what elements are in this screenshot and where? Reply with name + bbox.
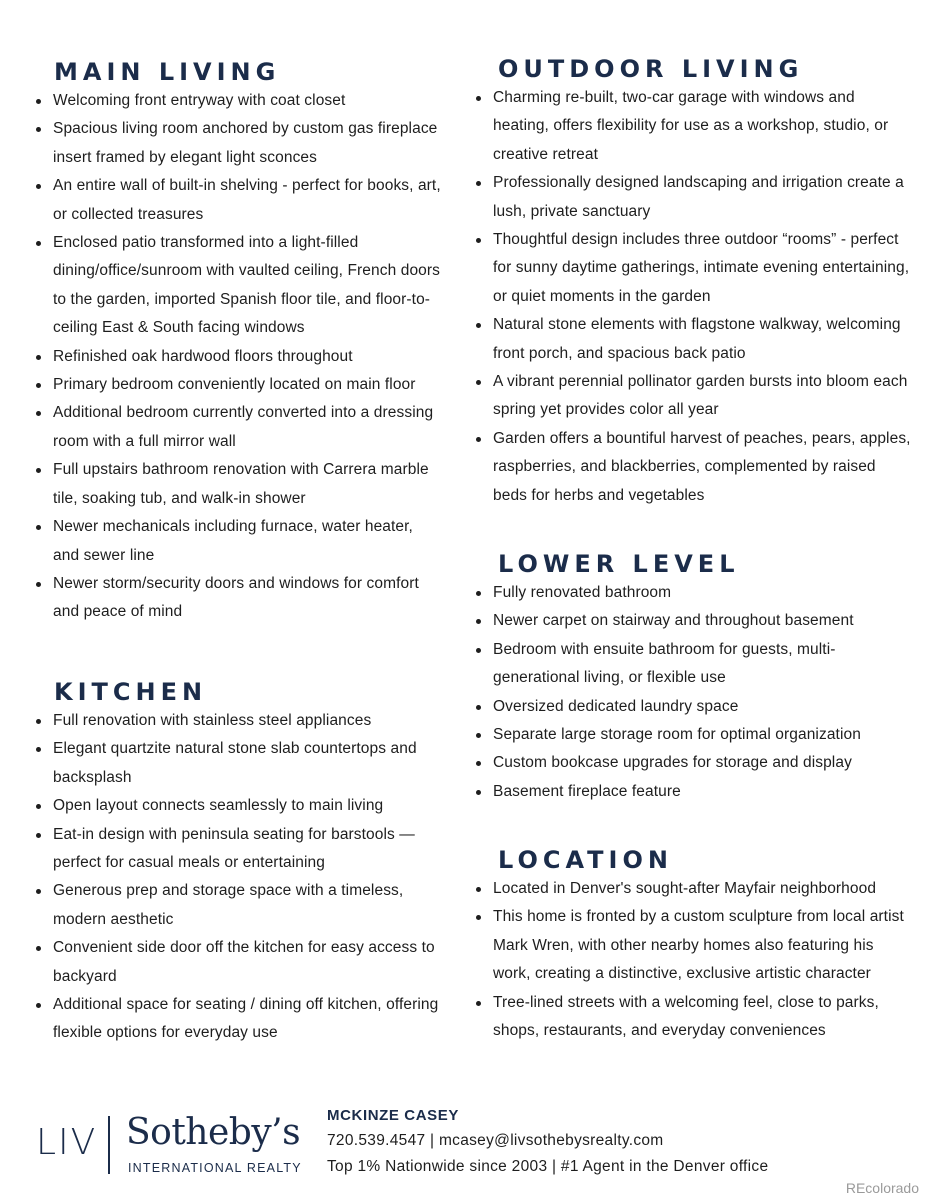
- list-item: Newer storm/security doors and windows for comfort and peace of mind: [53, 570, 442, 627]
- section-title-location: LOCATION: [498, 846, 673, 874]
- list-item: Fully renovated bathroom: [493, 579, 912, 607]
- list-item: Additional space for seating / dining off kitchen, offering flexible options for everyday use: [53, 991, 442, 1048]
- main-living-list: [32, 87, 442, 627]
- list-item: Tree-lined streets with a welcoming feel, close to parks, shops, restaurants, and everyday conveniences: [493, 989, 912, 1046]
- section-kitchen: [32, 677, 442, 1048]
- list-item: Generous prep and storage space with a timeless, modern aesthetic: [53, 877, 442, 934]
- list-item: Garden offers a bountiful harvest of peaches, pears, apples, raspberries, and blackberries, complemented by raised beds for herbs and vegetables: [493, 425, 912, 510]
- list-item: Custom bookcase upgrades for storage and display: [493, 749, 912, 777]
- list-item: Separate large storage room for optimal organization: [493, 721, 912, 749]
- section-lower-level: [472, 549, 912, 806]
- logo-divider: [108, 1116, 110, 1174]
- list-item: Welcoming front entryway with coat closet: [53, 87, 442, 115]
- list-item: Open layout connects seamlessly to main living: [53, 792, 442, 820]
- list-item: Located in Denver's sought-after Mayfair neighborhood: [493, 875, 912, 903]
- list-item: Newer mechanicals including furnace, water heater, and sewer line: [53, 513, 442, 570]
- list-item: Oversized dedicated laundry space: [493, 693, 912, 721]
- watermark: REcolorado: [845, 1180, 919, 1196]
- lower-level-list: [472, 579, 912, 806]
- agent-name: MCKINZE CASEY: [327, 1107, 459, 1124]
- logo-sothebys: Sotheby’s: [126, 1112, 301, 1153]
- list-item: Basement fireplace feature: [493, 778, 912, 806]
- kitchen-list: [32, 707, 442, 1048]
- section-outdoor-living: [472, 54, 912, 510]
- list-item: Bedroom with ensuite bathroom for guests, multi-generational living, or flexible use: [493, 636, 912, 693]
- outdoor-living-list: [472, 84, 912, 510]
- section-title-main-living: MAIN LIVING: [54, 58, 281, 86]
- list-item: Refinished oak hardwood floors throughout: [53, 343, 442, 371]
- footer: [0, 1100, 927, 1200]
- agent-contact: 720.539.4547 | mcasey@livsothebysrealty.com: [327, 1132, 664, 1149]
- list-item: Professionally designed landscaping and irrigation create a lush, private sanctuary: [493, 169, 912, 226]
- agent-tagline: Top 1% Nationwide since 2003 | #1 Agent in the Denver office: [327, 1158, 769, 1175]
- list-item: Primary bedroom conveniently located on main floor: [53, 371, 442, 399]
- list-item: Spacious living room anchored by custom gas fireplace insert framed by elegant light sconces: [53, 115, 442, 172]
- list-item: Eat-in design with peninsula seating for barstools — perfect for casual meals or entertaining: [53, 821, 442, 878]
- list-item: This home is fronted by a custom sculpture from local artist Mark Wren, with other nearby homes also featuring his work, creating a distinctive, exclusive artistic character: [493, 903, 912, 988]
- section-title-kitchen: KITCHEN: [54, 678, 208, 706]
- location-list: [472, 875, 912, 1045]
- list-item: Enclosed patio transformed into a light-filled dining/office/sunroom with vaulted ceiling, French doors to the garden, imported Spanish floor tile, and floor-to-ceiling East & South facing windows: [53, 229, 442, 343]
- list-item: Convenient side door off the kitchen for easy access to backyard: [53, 934, 442, 991]
- list-item: Natural stone elements with flagstone walkway, welcoming front porch, and spacious back patio: [493, 311, 912, 368]
- section-main-living: [32, 57, 442, 627]
- section-location: [472, 845, 912, 1045]
- section-title-outdoor-living: OUTDOOR LIVING: [498, 55, 804, 83]
- section-title-lower-level: LOWER LEVEL: [498, 550, 740, 578]
- list-item: A vibrant perennial pollinator garden bursts into bloom each spring yet provides color all year: [493, 368, 912, 425]
- logo-subtitle: INTERNATIONAL REALTY: [128, 1161, 302, 1175]
- list-item: Additional bedroom currently converted into a dressing room with a full mirror wall: [53, 399, 442, 456]
- logo-liv: LIV: [36, 1122, 98, 1163]
- list-item: Full upstairs bathroom renovation with Carrera marble tile, soaking tub, and walk-in shower: [53, 456, 442, 513]
- list-item: Newer carpet on stairway and throughout basement: [493, 607, 912, 635]
- list-item: Thoughtful design includes three outdoor “rooms” - perfect for sunny daytime gatherings, intimate evening entertaining, or quiet moments in the garden: [493, 226, 912, 311]
- list-item: An entire wall of built-in shelving - perfect for books, art, or collected treasures: [53, 172, 442, 229]
- list-item: Full renovation with stainless steel appliances: [53, 707, 442, 735]
- list-item: Charming re-built, two-car garage with windows and heating, offers flexibility for use as a workshop, studio, or creative retreat: [493, 84, 912, 169]
- list-item: Elegant quartzite natural stone slab countertops and backsplash: [53, 735, 442, 792]
